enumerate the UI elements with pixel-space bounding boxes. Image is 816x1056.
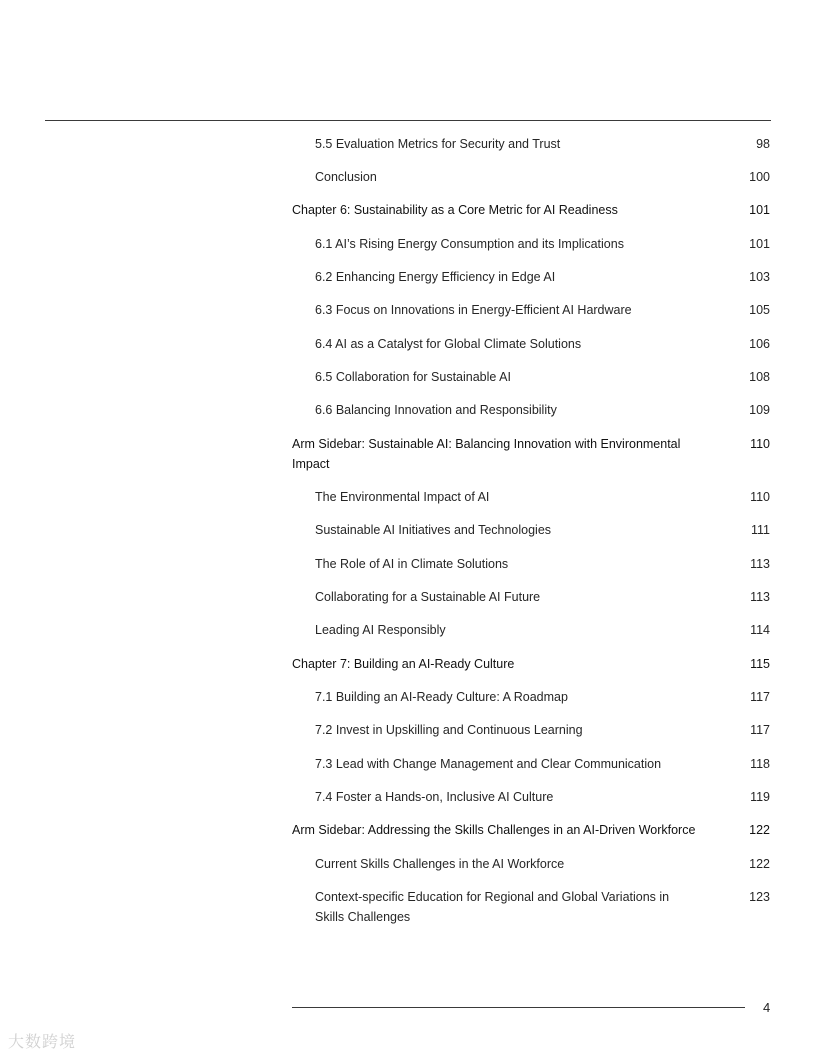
toc-entry-title: Collaborating for a Sustainable AI Future — [315, 590, 541, 604]
page-number: 4 — [763, 1000, 771, 1015]
toc-entry-title: Arm Sidebar: Sustainable AI: Balancing Innovation with Environmental Impact — [292, 437, 681, 471]
toc-entry-page: 117 — [750, 723, 770, 737]
watermark-logo: 大数跨境 — [8, 1032, 77, 1051]
toc-entry-page: 122 — [749, 857, 770, 871]
toc-entry[interactable] — [292, 687, 770, 707]
toc-entry-page: 122 — [749, 823, 770, 837]
toc-entry-page: 118 — [750, 757, 770, 771]
toc-entry[interactable] — [292, 554, 770, 574]
toc-entry[interactable] — [292, 234, 770, 254]
toc-entry-page: 101 — [749, 203, 770, 217]
toc-entry-page: 113 — [750, 590, 770, 604]
toc-entry-title: The Role of AI in Climate Solutions — [315, 557, 509, 571]
toc-entry[interactable] — [292, 720, 770, 740]
toc-entry-title: Current Skills Challenges in the AI Workforce — [315, 857, 565, 871]
toc-entry-page: 115 — [750, 657, 770, 671]
toc-entry[interactable] — [292, 267, 770, 287]
toc-entry-page: 101 — [749, 237, 770, 251]
toc-entry[interactable] — [292, 334, 770, 354]
toc-entry-title: Chapter 7: Building an AI-Ready Culture — [292, 657, 515, 671]
toc-entry-page: 119 — [750, 790, 770, 804]
toc-entry-page: 110 — [750, 437, 770, 451]
toc-entry[interactable] — [292, 787, 770, 807]
toc-entry-title: Context-specific Education for Regional and Global Variations in Skills Challenges — [315, 890, 670, 924]
toc-entry-title: 6.1 AI’s Rising Energy Consumption and its Implications — [315, 237, 624, 251]
toc-entry-title: 6.6 Balancing Innovation and Responsibility — [315, 403, 557, 417]
toc-chapter-entry[interactable] — [292, 654, 770, 674]
toc-entry-title: 7.2 Invest in Upskilling and Continuous Learning — [315, 723, 583, 737]
toc-entry[interactable] — [292, 300, 770, 320]
toc-entry-title: 6.4 AI as a Catalyst for Global Climate Solutions — [315, 337, 582, 351]
toc-entry[interactable] — [292, 487, 770, 507]
toc-chapter-entry[interactable] — [292, 820, 770, 840]
toc-entry-title: 6.5 Collaboration for Sustainable AI — [315, 370, 511, 384]
toc-entry-page: 110 — [750, 490, 770, 504]
toc-entry-page: 123 — [749, 890, 770, 904]
toc-entry-title: Arm Sidebar: Addressing the Skills Challenges in an AI-Driven Workforce — [292, 823, 696, 837]
toc-entry[interactable] — [292, 587, 770, 607]
toc-entry[interactable] — [292, 134, 770, 154]
toc-entry-title: Leading AI Responsibly — [315, 623, 446, 637]
toc-entry-page: 114 — [750, 623, 770, 637]
toc-entry-title: 6.2 Enhancing Energy Efficiency in Edge AI — [315, 270, 556, 284]
toc-entry[interactable] — [292, 367, 770, 387]
toc-entry-title: 7.3 Lead with Change Management and Clear Communication — [315, 757, 662, 771]
toc-entry-page: 109 — [749, 403, 770, 417]
toc-chapter-entry[interactable] — [292, 200, 770, 220]
table-of-contents — [292, 134, 770, 927]
toc-entry-title: 6.3 Focus on Innovations in Energy-Efficient AI Hardware — [315, 303, 632, 317]
toc-entry-title: Sustainable AI Initiatives and Technologies — [315, 523, 552, 537]
toc-entry-title: 5.5 Evaluation Metrics for Security and Trust — [315, 137, 561, 151]
toc-entry-page: 105 — [749, 303, 770, 317]
toc-entry-page: 117 — [750, 690, 770, 704]
footer-rule — [292, 1007, 745, 1008]
toc-entry-page: 103 — [749, 270, 770, 284]
toc-entry-page: 100 — [749, 170, 770, 184]
toc-chapter-entry[interactable] — [292, 434, 770, 474]
toc-entry[interactable] — [292, 854, 770, 874]
toc-entry-title: 7.4 Foster a Hands-on, Inclusive AI Culture — [315, 790, 554, 804]
toc-entry-page: 108 — [749, 370, 770, 384]
toc-entry[interactable] — [292, 887, 770, 927]
toc-entry-page: 106 — [749, 337, 770, 351]
header-rule — [45, 120, 771, 121]
toc-entry[interactable] — [292, 167, 770, 187]
toc-entry[interactable] — [292, 400, 770, 420]
toc-entry-page: 111 — [750, 523, 770, 537]
toc-entry-title: Chapter 6: Sustainability as a Core Metric for AI Readiness — [292, 203, 618, 217]
toc-entry[interactable] — [292, 620, 770, 640]
toc-entry-title: 7.1 Building an AI-Ready Culture: A Roadmap — [315, 690, 568, 704]
toc-entry[interactable] — [292, 520, 770, 540]
toc-entry[interactable] — [292, 754, 770, 774]
toc-entry-page: 98 — [756, 137, 770, 151]
toc-entry-title: Conclusion — [315, 170, 377, 184]
toc-entry-page: 113 — [750, 557, 770, 571]
toc-entry-title: The Environmental Impact of AI — [315, 490, 490, 504]
